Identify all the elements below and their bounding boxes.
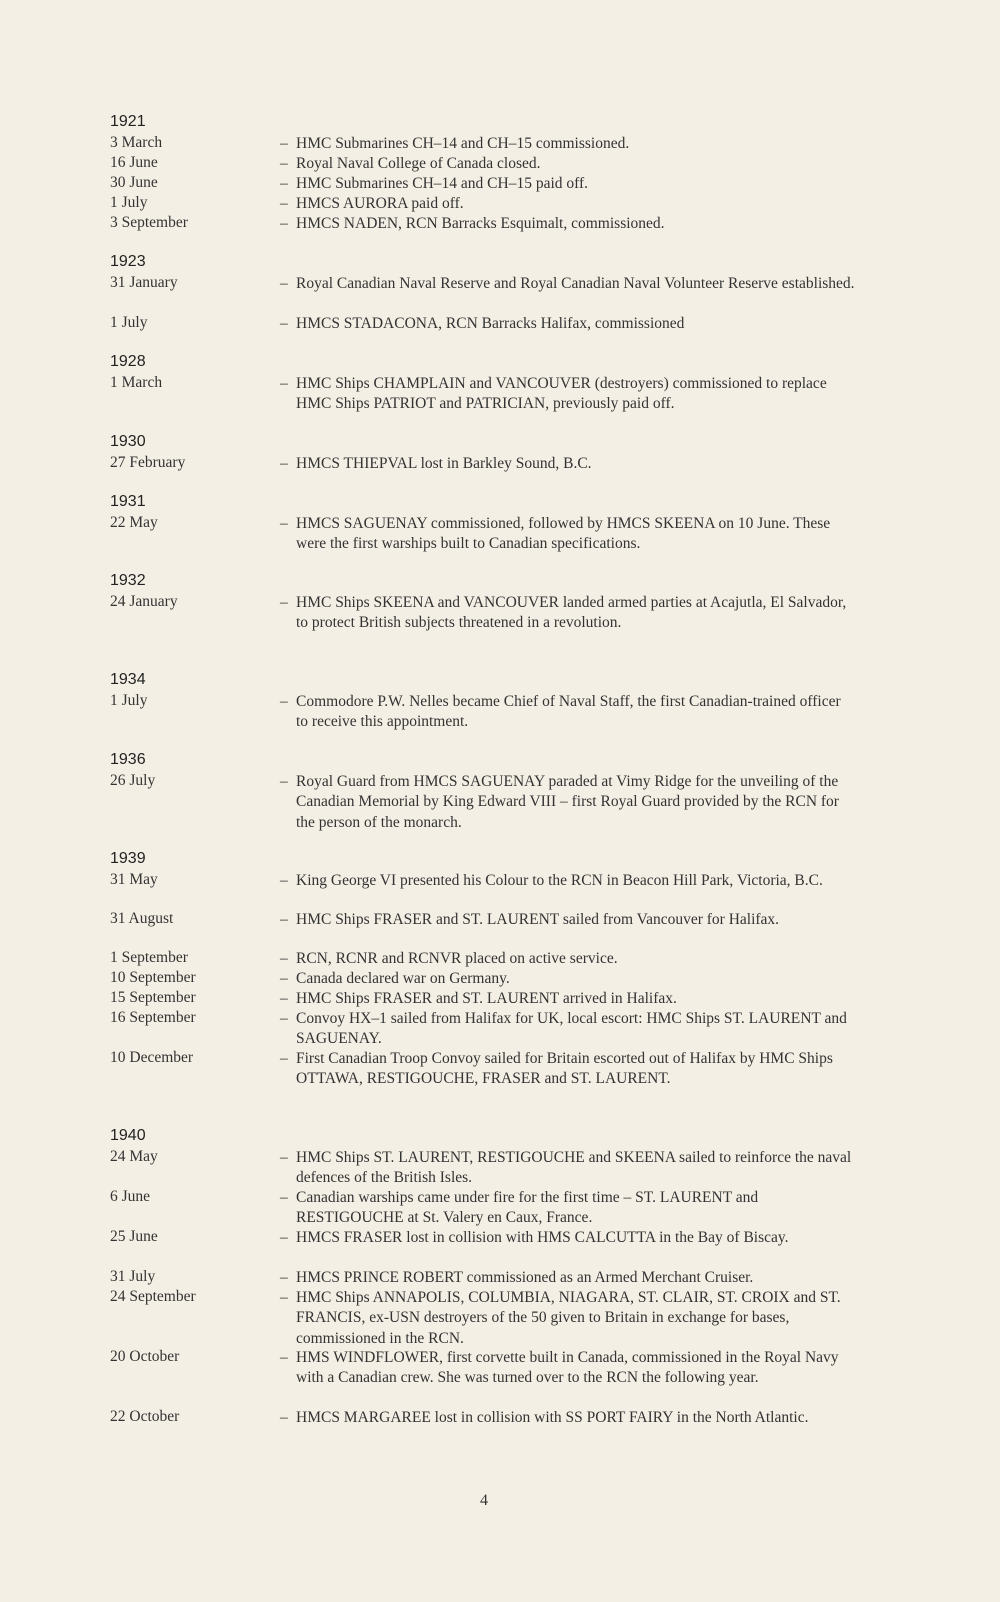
entry-text: – Commodore P.W. Nelles became Chief of Naval Staff, the first Canadian-trained officer to receive this appointment. [280, 693, 841, 731]
entry-date: 10 September [110, 969, 196, 986]
entry-date: 31 July [110, 1268, 156, 1285]
entry-text: – HMCS THIEPVAL lost in Barkley Sound, B.C. [280, 455, 592, 472]
entry-text: – HMCS MARGAREE lost in collision with SS PORT FAIRY in the North Atlantic. [280, 1409, 809, 1426]
entry-text: – HMC Submarines CH–14 and CH–15 paid off. [280, 175, 589, 192]
entry-date: 1 July [110, 314, 148, 331]
entry-date: 25 June [110, 1228, 158, 1245]
entry-text: – HMC Ships FRASER and ST. LAURENT arrived in Halifax. [280, 990, 677, 1007]
year-heading: 1940 [110, 1127, 146, 1144]
entry-text: – HMC Ships CHAMPLAIN and VANCOUVER (destroyers) commissioned to replace HMC Ships PATRIOT and PATRICIAN, previously paid off. [280, 375, 827, 413]
entry-text: – King George VI presented his Colour to the RCN in Beacon Hill Park, Victoria, B.C. [280, 872, 823, 889]
entry-text: – RCN, RCNR and RCNVR placed on active service. [280, 950, 618, 967]
entry-text: – Royal Canadian Naval Reserve and Royal Canadian Naval Volunteer Reserve established. [280, 275, 855, 292]
entry-date: 10 December [110, 1049, 194, 1066]
entry-text: – HMC Ships ANNAPOLIS, COLUMBIA, NIAGARA, ST. CLAIR, ST. CROIX and ST. FRANCIS, ex-USN destroyers of the 50 given to Britain in exchange for bases, commissioned in the RCN. [280, 1289, 841, 1347]
entry-text: – First Canadian Troop Convoy sailed for Britain escorted out of Halifax by HMC Ships OTTAWA, RESTIGOUCHE, FRASER and ST. LAURENT. [280, 1050, 833, 1088]
year-heading: 1930 [110, 433, 146, 450]
entry-date: 26 July [110, 772, 156, 789]
entry-text: – HMCS STADACONA, RCN Barracks Halifax, commissioned [280, 315, 685, 332]
entry-text: – HMC Submarines CH–14 and CH–15 commissioned. [280, 135, 630, 152]
entry-text: – HMCS FRASER lost in collision with HMS CALCUTTA in the Bay of Biscay. [280, 1229, 789, 1246]
entry-text: – Royal Naval College of Canada closed. [280, 155, 541, 172]
entry-date: 6 June [110, 1188, 151, 1205]
entry-text: – HMC Ships FRASER and ST. LAURENT sailed from Vancouver for Halifax. [280, 911, 780, 928]
entry-date: 24 May [110, 1148, 158, 1165]
year-heading: 1928 [110, 353, 146, 370]
year-heading: 1923 [110, 253, 146, 270]
entry-date: 1 July [110, 194, 148, 211]
entry-date: 1 July [110, 692, 148, 709]
entry-date: 22 May [110, 514, 158, 531]
entry-date: 3 March [110, 134, 163, 151]
year-heading: 1931 [110, 493, 146, 510]
entry-text: – Canada declared war on Germany. [280, 970, 510, 987]
entry-date: 27 February [110, 454, 186, 471]
entry-date: 31 August [110, 910, 174, 927]
entry-date: 1 March [110, 374, 163, 391]
entry-date: 3 September [110, 214, 188, 231]
page-number: 4 [480, 1492, 488, 1509]
entry-text: – HMCS NADEN, RCN Barracks Esquimalt, commissioned. [280, 215, 665, 232]
entry-text: – HMCS PRINCE ROBERT commissioned as an Armed Merchant Cruiser. [280, 1269, 754, 1286]
year-heading: 1921 [110, 113, 146, 130]
entry-text: – Canadian warships came under fire for the first time – ST. LAURENT and RESTIGOUCHE at St. Valery en Caux, France. [280, 1189, 759, 1227]
entry-date: 31 May [110, 871, 158, 888]
entry-date: 24 January [110, 593, 178, 610]
entry-text: – HMCS AURORA paid off. [280, 195, 464, 212]
year-heading: 1934 [110, 671, 146, 688]
entry-date: 16 September [110, 1009, 196, 1026]
year-heading: 1939 [110, 850, 146, 867]
entry-date: 16 June [110, 154, 158, 171]
year-heading: 1936 [110, 751, 146, 768]
entry-date: 24 September [110, 1288, 196, 1305]
entry-text: – HMCS SAGUENAY commissioned, followed by HMCS SKEENA on 10 June. These were the first warships built to Canadian specifications. [280, 515, 831, 553]
entry-date: 20 October [110, 1348, 180, 1365]
entry-text: – HMC Ships ST. LAURENT, RESTIGOUCHE and SKEENA sailed to reinforce the naval defences of the British Isles. [280, 1149, 852, 1187]
year-heading: 1932 [110, 572, 146, 589]
entry-date: 31 January [110, 274, 178, 291]
entry-date: 22 October [110, 1408, 180, 1425]
entry-date: 30 June [110, 174, 158, 191]
entry-text: – HMC Ships SKEENA and VANCOUVER landed armed parties at Acajutla, El Salvador, to protect British subjects threatened in a revolution. [280, 594, 847, 632]
entry-date: 15 September [110, 989, 196, 1006]
entry-text: – Royal Guard from HMCS SAGUENAY paraded at Vimy Ridge for the unveiling of the Canadian Memorial by King Edward VIII – first Royal Guard provided by the RCN for the person of the monarch. [280, 773, 839, 831]
entry-text: – HMS WINDFLOWER, first corvette built in Canada, commissioned in the Royal Navy with a Canadian crew. She was turned over to the RCN the following year. [280, 1349, 839, 1387]
entry-date: 1 September [110, 949, 188, 966]
entry-text: – Convoy HX–1 sailed from Halifax for UK, local escort: HMC Ships ST. LAURENT and SAGUENAY. [280, 1010, 847, 1048]
